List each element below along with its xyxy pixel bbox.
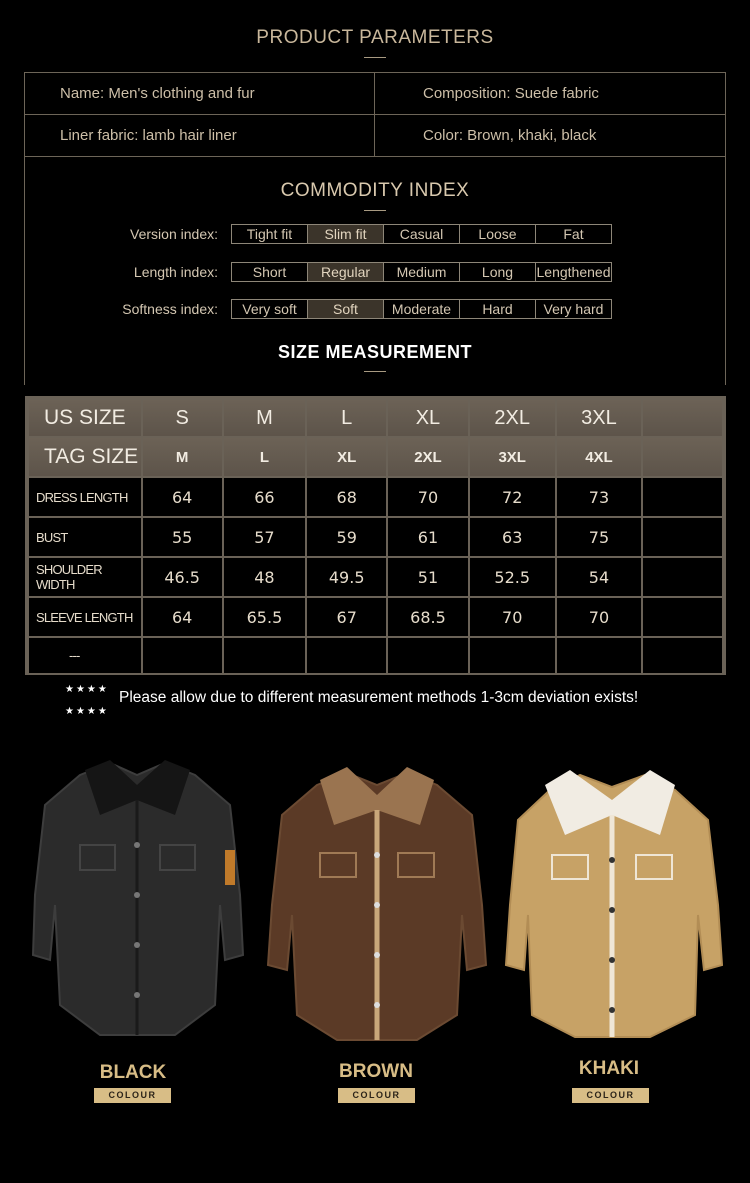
row-label: DRESS LENGTH [28, 477, 142, 517]
index-option: Lengthened [536, 264, 611, 280]
brown-jacket-image [262, 765, 492, 1065]
index-option: Very soft [242, 301, 297, 317]
row-label: --- [28, 637, 142, 674]
heading-text: SIZE MEASUREMENT [277, 342, 472, 362]
us-size-row [28, 399, 723, 437]
value-cell: 52.5 [469, 557, 556, 597]
table-row [28, 637, 723, 674]
parameters-row [25, 115, 725, 157]
value-cell: 70 [556, 597, 643, 637]
color-name-brown: BROWN [339, 1061, 413, 1082]
index-options [231, 262, 612, 282]
index-option: Hard [459, 300, 535, 318]
value-cell: 65.5 [223, 597, 307, 637]
size-cell: 3XL [556, 399, 643, 437]
value-cell: 61 [387, 517, 469, 557]
size-cell [642, 399, 723, 437]
value-cell [469, 637, 556, 674]
khaki-jacket-image [500, 765, 730, 1065]
value-cell [556, 637, 643, 674]
index-option: Medium [383, 263, 459, 281]
heading-underline [364, 371, 386, 372]
product-parameters-heading [0, 27, 750, 58]
index-label: Version index: [130, 226, 218, 242]
note-text: Please allow due to different measurement methods 1-3cm deviation exists! [119, 689, 639, 706]
param-color: Color: Brown, khaki, black [423, 127, 597, 144]
size-measurement-heading [0, 342, 750, 372]
table-row [28, 557, 723, 597]
value-cell: 49.5 [306, 557, 387, 597]
size-cell: 2XL [387, 437, 469, 477]
param-liner: Liner fabric: lamb hair liner [25, 115, 375, 156]
color-name-khaki: KHAKI [578, 1058, 640, 1079]
heading-underline [364, 210, 386, 211]
index-option: Casual [383, 225, 459, 243]
param-name: Name: Men's clothing and fur [25, 73, 375, 114]
value-cell: 64 [142, 477, 223, 517]
index-option-selected: Regular [307, 263, 383, 281]
tag-size-row [28, 437, 723, 477]
value-cell: 63 [469, 517, 556, 557]
value-cell: 46.5 [142, 557, 223, 597]
index-option: Tight fit [246, 226, 293, 242]
value-cell: 70 [469, 597, 556, 637]
row-label: SLEEVE LENGTH [28, 597, 142, 637]
table-row [28, 517, 723, 557]
value-cell: 73 [556, 477, 643, 517]
value-cell [306, 637, 387, 674]
deviation-note [62, 684, 742, 720]
value-cell: 64 [142, 597, 223, 637]
size-table [25, 396, 726, 675]
colour-tag: COLOUR [94, 1088, 171, 1103]
size-cell: S [142, 399, 223, 437]
value-cell: 51 [387, 557, 469, 597]
black-jacket-image [25, 755, 250, 1055]
size-cell: 4XL [556, 437, 643, 477]
value-cell: 67 [306, 597, 387, 637]
index-option-selected: Slim fit [307, 225, 383, 243]
index-label: Length index: [133, 264, 218, 280]
colour-tag: COLOUR [572, 1088, 649, 1103]
index-option-selected: Soft [307, 300, 383, 318]
value-cell [142, 637, 223, 674]
parameters-row [25, 73, 725, 115]
tag-size-label: TAG SIZE [28, 437, 142, 477]
value-cell: 66 [223, 477, 307, 517]
stars-icon: ★★★★ [65, 706, 109, 717]
version-index-row [0, 224, 750, 244]
size-cell: XL [306, 437, 387, 477]
value-cell: 70 [387, 477, 469, 517]
index-option: Fat [535, 225, 611, 243]
value-cell: 48 [223, 557, 307, 597]
index-option: Moderate [383, 300, 459, 318]
commodity-index-heading [0, 180, 750, 211]
color-name-black: BLACK [99, 1062, 167, 1083]
softness-index-row [0, 299, 750, 319]
value-cell: 72 [469, 477, 556, 517]
us-size-label: US SIZE [28, 399, 142, 437]
value-cell [642, 597, 723, 637]
size-cell: M [223, 399, 307, 437]
length-index-row [0, 262, 750, 282]
row-label: SHOULDER WIDTH [28, 557, 142, 597]
table-row [28, 597, 723, 637]
value-cell: 59 [306, 517, 387, 557]
value-cell [223, 637, 307, 674]
value-cell [642, 637, 723, 674]
size-cell: XL [387, 399, 469, 437]
stars-icon: ★★★★ [65, 684, 109, 695]
row-label: BUST [28, 517, 142, 557]
size-cell [642, 437, 723, 477]
index-options [231, 299, 612, 319]
value-cell [642, 477, 723, 517]
size-cell: 3XL [469, 437, 556, 477]
value-cell: 54 [556, 557, 643, 597]
index-option: Short [252, 264, 287, 280]
colour-tag: COLOUR [338, 1088, 415, 1103]
value-cell: 57 [223, 517, 307, 557]
value-cell [387, 637, 469, 674]
index-options [231, 224, 612, 244]
size-cell: L [223, 437, 307, 477]
value-cell [642, 557, 723, 597]
index-option: Very hard [535, 300, 611, 318]
heading-text: PRODUCT PARAMETERS [256, 27, 494, 48]
table-row [28, 477, 723, 517]
value-cell [642, 517, 723, 557]
param-composition: Composition: Suede fabric [423, 85, 599, 102]
value-cell: 75 [556, 517, 643, 557]
value-cell: 68.5 [387, 597, 469, 637]
value-cell: 68 [306, 477, 387, 517]
index-label: Softness index: [122, 301, 218, 317]
size-cell: M [142, 437, 223, 477]
size-cell: 2XL [469, 399, 556, 437]
index-option: Loose [459, 225, 535, 243]
heading-text: COMMODITY INDEX [280, 180, 470, 201]
value-cell: 55 [142, 517, 223, 557]
heading-underline [364, 57, 386, 58]
size-cell: L [306, 399, 387, 437]
index-option: Long [459, 263, 535, 281]
